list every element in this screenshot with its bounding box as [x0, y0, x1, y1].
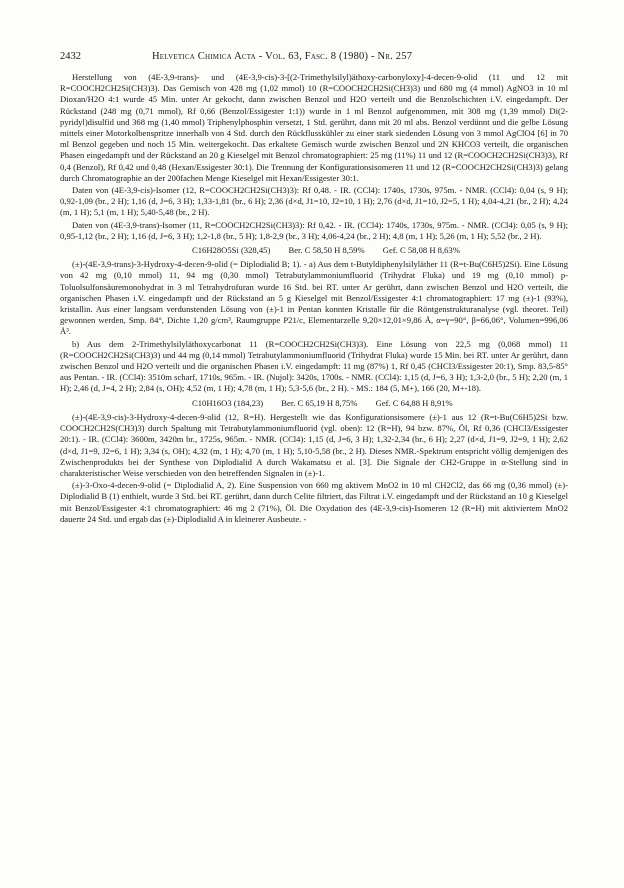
paragraph-diplodialid-b-b: b) Aus dem 2-Trimethylsilyläthoxycarbonat 11 (R=COOCH2CH2Si(CH3)3). Eine Lösung von 22,5 mg (0,068 mmol) 11 (R=COOCH2CH2Si(CH3)3) und 44 mg (0,14 mmol) Tetrabutylammoniumfluorid (Trihydrat Fluka) wurde 15 Min. bei RT. unter Ar gerührt, dann zwischen Benzol und H2O verteilt und die organischen Phasen i.V. eingedampft: 11 mg (87%) 1, Rf 0,45 (CHCl3/Essigester 20:1), Smp. 83,5-85° aus Pentan. - IR. (CCl4): 3510m scharf, 1710s, 965m. - IR. (Nujol): 3420s, 1700s. - NMR. (CCl4): 1,15 (d, J=6, 3 H); 1,3-2,0 (br., 5 H); 2,20 (m, 1 H); 2,46 (d, J=4, 2 H); 2,84 (s, OH); 4,52 (m, 1 H); 4,78 (m, 1 H); 5,3-5,6 (br., 2 H). - MS.: 184 (5, M+), 166 (20, M+-18).	[60, 338, 568, 394]
found-values: Gef. C 58,08 H 8,63%	[382, 245, 460, 256]
paragraph-data-cis-isomer: Daten von (4E-3,9-cis)-Isomer (12, R=COOCH2CH2Si(CH3)3): Rf 0,48. - IR. (CCl4): 1740s, 1730s, 975m. - NMR. (CCl4): 0,04 (s, 9 H); 0,92-1,09 (br., 2 H); 1,16 (d, J=6, 3 H); 1,33-1,81 (br., 6 H); 2,36 (d×d, J1=10, J2=10, 1 H); 2,76 (d×d, J1=10, J2=5, 1 H); 4,04-4,21 (br., 2 H); 4,24 (m, 1 H); 5,1 (m, 1 H); 5,40-5,48 (br., 2 H).	[60, 185, 568, 218]
paragraph-diplodialid-a: (±)-3-Oxo-4-decen-9-olid (= Diplodialid A, 2). Eine Suspension von 660 mg aktivem MnO2 in 10 ml CH2Cl2, das 66 mg (0,36 mmol) (±)-Diplodialid B (1) enthielt, wurde 3 Std. bei RT. gerührt, dann durch Celite filtriert, das Filtrat i.V. eingedampft und der Rückstand an 10 g Kieselgel mit Benzol/Essigester 4:1 chromatographiert: 46 mg 2 (71%), Öl. Die Oxydation des (4E-3,9-cis)-Isomeren 12 (R=H) mit aktiviertem MnO2 dauerte 24 Std. und ergab das (±)-Diplodialid A in kleinerer Ausbeute. -	[60, 480, 568, 524]
paragraph-synthesis-11-12: Herstellung von (4E-3,9-trans)- und (4E-3,9-cis)-3-[(2-Trimethylsilyl)äthoxy-carbonyloxy]-4-decen-9-olid (11 und 12 mit R=COOCH2CH2Si(CH3)3). Das Gemisch von 428 mg (1,02 mmol) 10 (R=COOCH2CH2Si(CH3)3) und 680 mg (4 mmol) AgNO3 in 10 ml Dioxan/H2O 4:1 wurde 45 Min. unter Ar gekocht, dann zwischen Benzol und H2O verteilt und die Benzolschichten i.V. eingedampft. Der Rückstand (248 mg (0,71 mmol), Rf 0,66 (Benzol/Essigester 1:1)) wurde in 1 ml Benzol aufgenommen, mit 308 mg (1,39 mmol) Di(2-pyridyl)disulfid und 368 mg (1,40 mmol) Triphenylphosphin versetzt, 1 Std. gerührt, dann mit 20 ml abs. Benzol verdünnt und die gelbe Lösung mittels einer Motorkolbenspritze innerhalb von 4 Std. durch den Rückflusskühler zu einer stark siedenden Lösung von 3 mmol AgClO4 [6] in 70 ml Benzol gegeben und noch 15 Min. weitergekocht. Das erkaltete Gemisch wurde zwischen Benzol und 2N KHCO3 verteilt, die organischen Phasen eingedampft und der Rückstand an 20 g Kieselgel mit Benzol chromatographiert: 25 mg (11%) 11 und 12 (R=COOCH2CH2Si(CH3)3), Rf 0,4 (Benzol), Rf 0,42 und 0,48 (Hexan/Essigester 30:1). Die Trennung der Konfigurationsisomeren 11 und 12 (R=COOCH2CH2Si(CH3)3) gelang durch Chromatographie an der 200fachen Menge Kieselgel mit Hexan/Essigester 30:1.	[60, 72, 568, 183]
found-values: Gef. C 64,88 H 8,91%	[375, 397, 453, 408]
paragraph-cis-hydroxy: (±)-(4E-3,9-cis)-3-Hydroxy-4-decen-9-olid (12, R=H). Hergestellt wie das Konfigurationsisomere (±)-1 aus 12 (R=t-Bu(C6H5)2Si bzw. COOCH2CH2S(CH3)3) durch Spaltung mit Tetrabutylammoniumfluorid (vgl. oben): 12 (R=H), 94 bzw. 87%, Öl, Rf 0,36 (CHCl3/Essigester 20:1). - IR. (CCl4): 3600m, 3420m br., 1725s, 965m. - NMR. (CCl4): 1,15 (d, J=6, 3 H); 1,32-2,34 (br., 6 H); 2,27 (d×d, J1=9, J2=9, 1 H); 2,62 (d×d, J1=9, J2=6, 1 H); 3,34 (s, OH); 4,32 (m, 1 H); 4,70 (m, 1 H); 5,10-5,58 (br., 2 H). Dieses NMR.-Spektrum entspricht völlig demjenigen des Zwischenprodukts bei der Synthese von Diplodialid A durch Wakamatsu et al. [3]. Die Signale der CH2-Gruppe in α-Stellung sind in charakteristischer Weise verschieden von den betreffenden Signalen in (±)-1.	[60, 411, 568, 478]
paragraph-data-trans-isomer: Daten von (4E-3,9-trans)-Isomer (11, R=COOCH2CH2Si(CH3)3): Rf 0,42. - IR. (CCl4): 1740s, 1730s, 975m. - NMR. (CCl4): 0,05 (s, 9 H); 0,95-1,12 (br., 2 H); 1,16 (d, J=6, 3 H); 1,2-1,8 (br., 5 H); 1,8-2,9 (br., 3 H); 4,06-4,24 (br., 2 H); 4,8 (m, 1 H); 5,26 (m, 1 H); 5,52 (br., 2 H).	[60, 219, 568, 241]
molecular-formula: C10H16O3 (184,23)	[192, 397, 264, 408]
paragraph-diplodialid-b-a: (±)-(4E-3,9-trans)-3-Hydroxy-4-decen-9-olid (= Diplodialid B; 1). - a) Aus dem t-Butyldiphenylsilyläther 11 (R=t-Bu(C6H5)2Si). Eine Lösung von 42 mg (0,10 mmol) 11, 94 mg (0,30 mmol) Tetrabutylammoniumfluorid (Trihydrat Fluka) und 19 mg (0,10 mmol) p-Toluolsulfonsäuremonohydrat in 3 ml Tetrahydrofuran wurde 16 Std. bei RT. unter Ar gerührt, dann zwischen Benzol und H2O verteilt, die organischen Phasen i.V. eingedampft und der Rückstand an 5 g Kieselgel mit Benzol/Essigester 4:1 chromatographiert: 17 mg (±)-1 (93%), kristallin. Aus einer langsam verdunstenden Lösung von (±)-1 in Pentan konnten Kristalle für die Röntgenstrukturanalyse (vgl. theoret. Teil) gewonnen werden, Smp. 84°, Dichte 1,20 g/cm³, Raumgruppe P21/c, Elementarzelle 9,20×12,01×9,86 Å, α=γ=90°, β=66,06°, Volumen=996,06 Å³.	[60, 259, 568, 337]
elemental-analysis-1	[60, 245, 568, 256]
calculated-values: Ber. C 65,19 H 8,75%	[281, 397, 358, 408]
page-header	[60, 50, 568, 64]
page-number: 2432	[60, 51, 81, 62]
molecular-formula: C16H28O5Si (328,45)	[192, 245, 271, 256]
calculated-values: Ber. C 58,50 H 8,59%	[288, 245, 365, 256]
running-title: Helvetica Chimica Acta - Vol. 63, Fasc. 8 (1980) - Nr. 257	[152, 51, 413, 62]
elemental-analysis-2	[60, 398, 568, 409]
article-body	[60, 72, 568, 526]
